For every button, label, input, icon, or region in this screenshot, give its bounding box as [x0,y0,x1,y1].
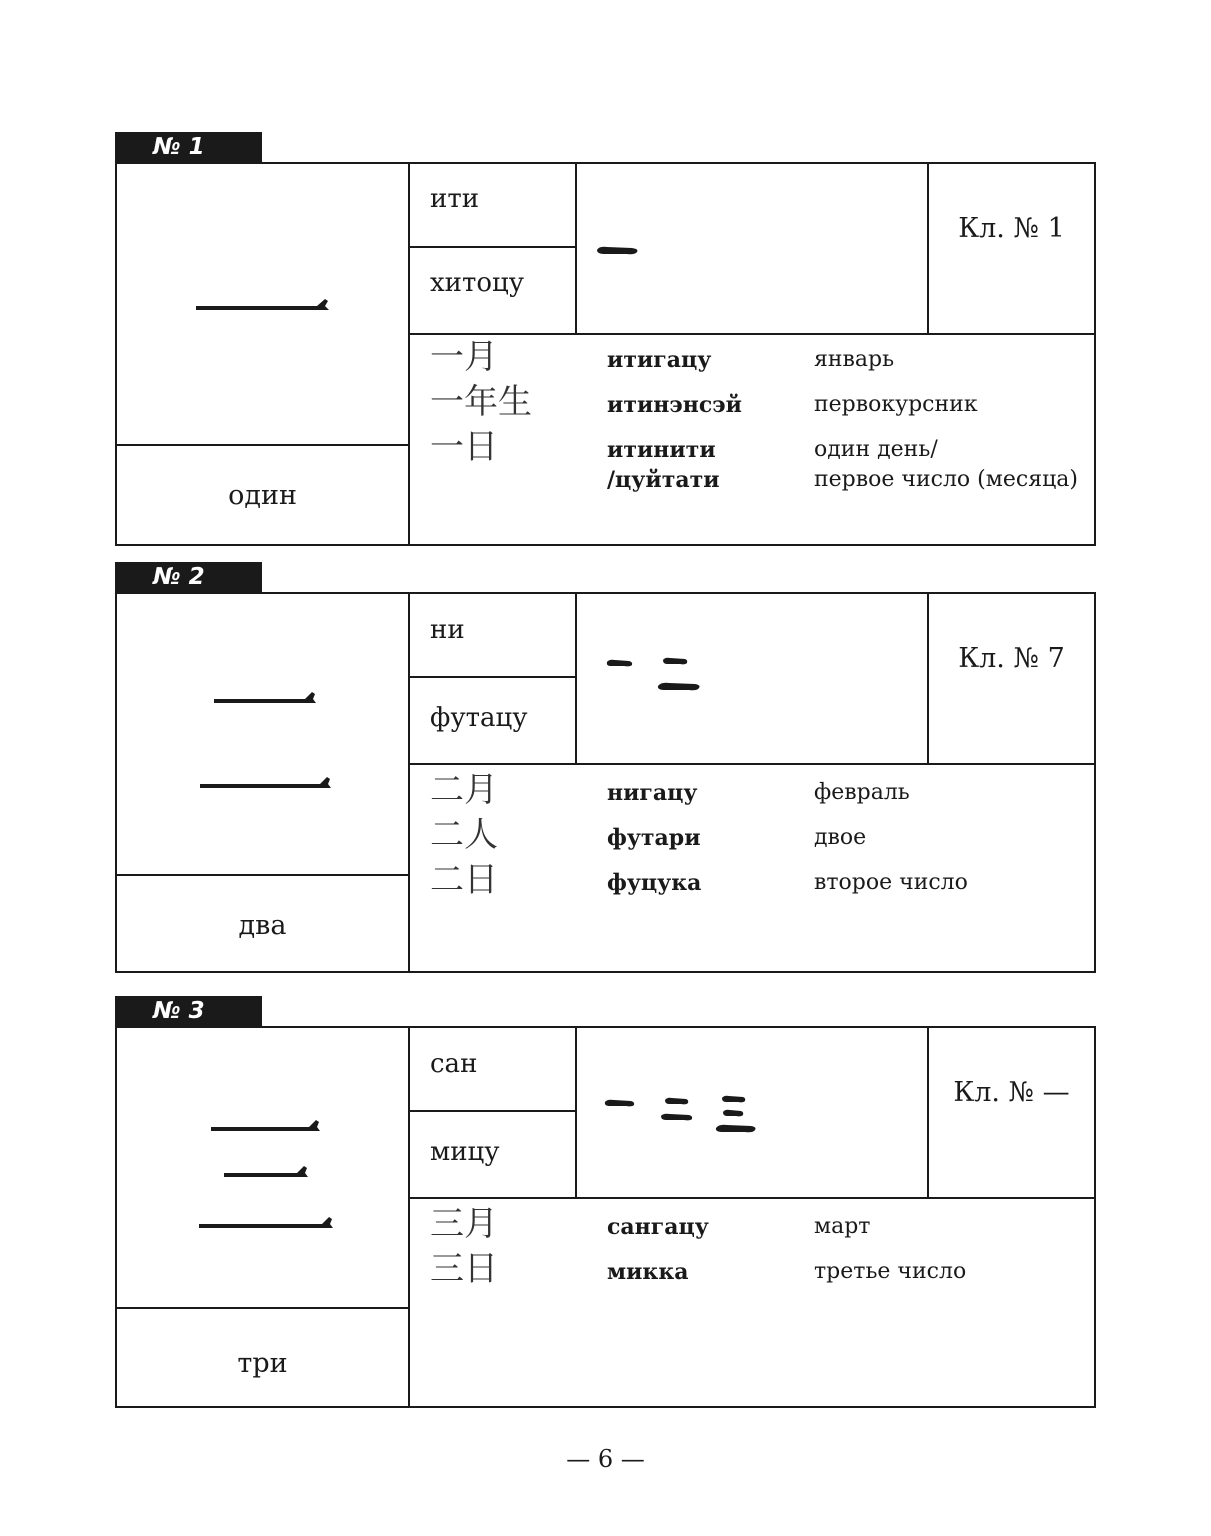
example-words [410,333,1094,544]
word-row [410,427,1094,497]
word-translation: январь [814,347,895,372]
radical-number: Кл. № 7 [958,643,1065,674]
word-row [410,382,1094,427]
word-row [410,860,1094,905]
stroke-order [577,594,929,763]
kanji-glyph-three [117,1028,408,1307]
stroke-order [577,164,929,333]
on-reading: ни [410,594,577,678]
stroke-order [577,1028,929,1197]
word-translation: март [814,1214,871,1239]
word-reading: итинэнсэй [607,392,742,418]
word-kanji: 二日 [430,860,498,900]
word-kanji: 二人 [430,815,498,855]
card-number: № 1 [115,132,262,162]
word-row [410,337,1094,382]
word-kanji: 二月 [430,770,498,810]
word-reading: футари [607,825,701,851]
radical-number: Кл. № 1 [958,213,1065,244]
word-translation: второе число [814,870,968,895]
word-translation: один день/ первое число (месяца) [814,437,1078,492]
word-translation: двое [814,825,867,850]
page-number: — 6 — [566,1445,645,1473]
on-reading: сан [410,1028,577,1112]
stroke-order-diagram [577,1028,927,1197]
card-number: № 2 [115,562,262,592]
kun-reading: мицу [410,1112,577,1197]
word-translation: третье число [814,1259,967,1284]
kanji-large [117,164,410,444]
radical-number: Кл. № — [953,1077,1070,1108]
word-reading: микка [607,1259,689,1285]
stroke-order-diagram [577,164,927,333]
word-kanji: 三月 [430,1204,498,1244]
card-table [115,162,1096,546]
word-kanji: 一日 [430,427,498,467]
card-number: № 3 [115,996,262,1026]
example-words [410,763,1094,971]
word-row [410,1249,1094,1294]
word-reading: сангацу [607,1214,709,1240]
on-reading: ити [410,164,577,248]
kanji-meaning: два [117,874,410,971]
kanji-glyph-two [117,594,408,874]
kun-reading: хитоцу [410,248,577,333]
kanji-large [117,1028,410,1307]
word-translation: февраль [814,780,910,805]
example-words [410,1197,1094,1406]
kanji-meaning: один [117,444,410,544]
word-kanji: 三日 [430,1249,498,1289]
word-kanji: 一年生 [430,382,532,422]
word-reading: фуцука [607,870,702,896]
kanji-meaning: три [117,1307,410,1406]
word-row [410,1204,1094,1249]
word-reading: итинити /цуйтати [607,437,720,493]
word-kanji: 一月 [430,337,498,377]
word-reading: итигацу [607,347,712,373]
kun-reading: футацу [410,678,577,763]
card-table [115,1026,1096,1408]
card-table [115,592,1096,973]
word-row [410,815,1094,860]
word-reading: нигацу [607,780,698,806]
kanji-large [117,594,410,874]
word-row [410,770,1094,815]
stroke-order-diagram [577,594,927,763]
word-translation: первокурсник [814,392,978,417]
kanji-glyph-one [117,164,408,444]
